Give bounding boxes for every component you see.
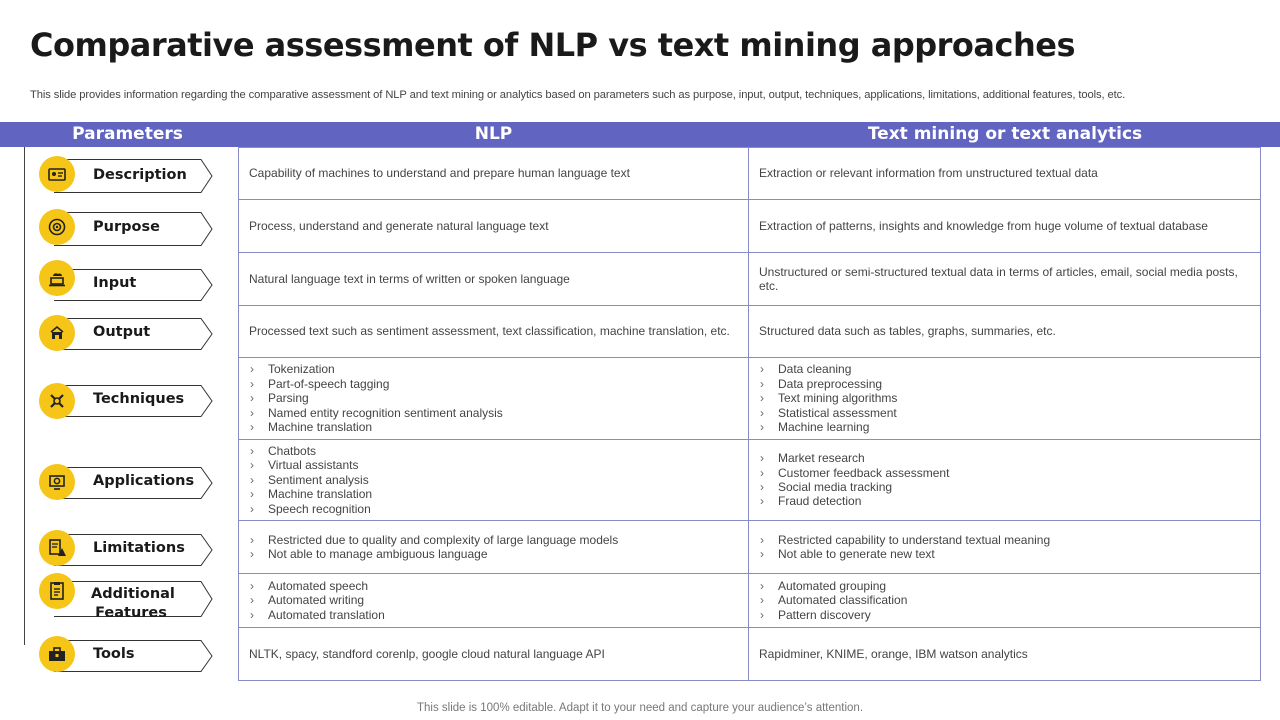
parameter-label <box>91 585 175 623</box>
list-item: › Customer feedback assessment <box>759 466 949 480</box>
list-item: › Restricted capability to understand textual meaning <box>759 533 1050 547</box>
nlp-cell: Processed text such as sentiment assessment, text classification, machine translation, etc. <box>238 306 749 357</box>
table-row-purpose <box>238 200 1261 253</box>
footer-note: This slide is 100% editable. Adapt it to your need and capture your audience’s attention. <box>416 702 864 714</box>
table-row-limitations <box>238 521 1261 574</box>
list-item: › Automated writing <box>249 593 385 607</box>
nlp-cell <box>238 521 749 573</box>
list-item: › Data preprocessing <box>759 377 897 391</box>
table-row-output <box>238 306 1261 358</box>
list-item: › Pattern discovery <box>759 608 907 622</box>
bullet-list <box>249 533 618 562</box>
parameter-techniques <box>24 385 214 417</box>
parameter-label-line2: Features <box>95 605 167 621</box>
checklist-icon <box>39 573 75 609</box>
text-mining-cell: Unstructured or semi-structured textual data in terms of articles, email, social media posts, etc. <box>749 253 1261 305</box>
list-item: › Automated grouping <box>759 579 907 593</box>
list-item: › Statistical assessment <box>759 406 897 420</box>
list-item: › Parsing <box>249 391 503 405</box>
table-row-additional-features <box>238 574 1261 628</box>
target-people-icon <box>39 209 75 245</box>
parameter-additional-features <box>24 581 214 621</box>
list-item: › Not able to generate new text <box>759 547 1050 561</box>
nlp-cell <box>238 574 749 627</box>
tools-cross-icon <box>39 383 75 419</box>
parameter-purpose <box>24 212 214 246</box>
list-item: › Machine translation <box>249 420 503 434</box>
text-mining-cell: Rapidminer, KNIME, orange, IBM watson analytics <box>749 628 1261 680</box>
text-mining-cell: Extraction of patterns, insights and knowledge from huge volume of textual database <box>749 200 1261 252</box>
table-row-techniques <box>238 358 1261 440</box>
list-item: › Automated speech <box>249 579 385 593</box>
list-item: › Named entity recognition sentiment analysis <box>249 406 503 420</box>
header-parameters: Parameters <box>72 124 183 144</box>
comparison-table <box>238 147 1261 681</box>
list-item: › Automated translation <box>249 608 385 622</box>
parameter-applications <box>24 467 214 499</box>
table-header-band <box>0 122 1280 147</box>
parameter-label: Input <box>93 275 137 291</box>
list-item: › Market research <box>759 451 949 465</box>
toolbox-icon <box>39 636 75 672</box>
list-item: › Machine learning <box>759 420 897 434</box>
table-row-description <box>238 147 1261 200</box>
list-item: › Machine translation <box>249 487 372 501</box>
text-mining-cell <box>749 440 1261 520</box>
list-item: › Part-of-speech tagging <box>249 377 503 391</box>
parameter-label: Techniques <box>93 391 185 407</box>
parameter-label: Tools <box>93 646 135 662</box>
text-mining-cell: Structured data such as tables, graphs, summaries, etc. <box>749 306 1261 357</box>
monitor-gear-icon <box>39 464 75 500</box>
text-mining-cell: Extraction or relevant information from unstructured textual data <box>749 148 1261 199</box>
header-nlp: NLP <box>474 124 513 144</box>
text-mining-cell <box>749 358 1261 439</box>
nlp-cell <box>238 358 749 439</box>
nlp-cell: Process, understand and generate natural language text <box>238 200 749 252</box>
bullet-list <box>759 451 949 509</box>
nlp-cell: NLTK, spacy, standford corenlp, google cloud natural language API <box>238 628 749 680</box>
parameter-label: Purpose <box>93 219 160 235</box>
parameter-label: Description <box>93 167 187 183</box>
laptop-cloud-icon <box>39 260 75 296</box>
parameter-label: Applications <box>93 473 195 489</box>
table-row-applications <box>238 440 1261 521</box>
text-mining-cell <box>749 521 1261 573</box>
parameter-tools <box>24 640 214 672</box>
list-item: › Automated classification <box>759 593 907 607</box>
page-subtitle: This slide provides information regarding the comparative assessment of NLP and text mining or analytics based on parameters such as purpose, input, output, techniques, applications, limitations, additional features, tools, etc. <box>30 89 1126 101</box>
header-text-mining: Text mining or text analytics <box>867 124 1143 144</box>
list-item: › Not able to manage ambiguous language <box>249 547 618 561</box>
nlp-cell: Capability of machines to understand and prepare human language text <box>238 148 749 199</box>
parameter-description <box>24 159 214 193</box>
parameter-input <box>24 269 214 301</box>
bullet-list <box>759 362 897 434</box>
computer-icon <box>39 315 75 351</box>
list-item: › Data cleaning <box>759 362 897 376</box>
list-item: › Social media tracking <box>759 480 949 494</box>
text-mining-cell <box>749 574 1261 627</box>
bullet-list <box>759 579 907 622</box>
list-item: › Virtual assistants <box>249 458 372 472</box>
table-row-tools <box>238 628 1261 681</box>
bullet-list <box>759 533 1050 562</box>
parameter-output <box>24 318 214 350</box>
page-title: Comparative assessment of NLP vs text mining approaches <box>30 26 1075 64</box>
list-item: › Chatbots <box>249 444 372 458</box>
nlp-cell <box>238 440 749 520</box>
list-item: › Text mining algorithms <box>759 391 897 405</box>
bullet-list <box>249 579 385 622</box>
parameter-label: Limitations <box>93 540 185 556</box>
nlp-cell: Natural language text in terms of written or spoken language <box>238 253 749 305</box>
table-row-input <box>238 253 1261 306</box>
list-item: › Sentiment analysis <box>249 473 372 487</box>
parameter-limitations <box>24 534 214 566</box>
list-item: › Fraud detection <box>759 494 949 508</box>
list-item: › Restricted due to quality and complexity of large language models <box>249 533 618 547</box>
list-item: › Tokenization <box>249 362 503 376</box>
parameter-label-line1: Additional <box>91 586 175 602</box>
bullet-list <box>249 444 372 516</box>
id-card-icon <box>39 156 75 192</box>
parameter-label: Output <box>93 324 151 340</box>
warning-document-icon <box>39 530 75 566</box>
bullet-list <box>249 362 503 434</box>
list-item: › Speech recognition <box>249 502 372 516</box>
